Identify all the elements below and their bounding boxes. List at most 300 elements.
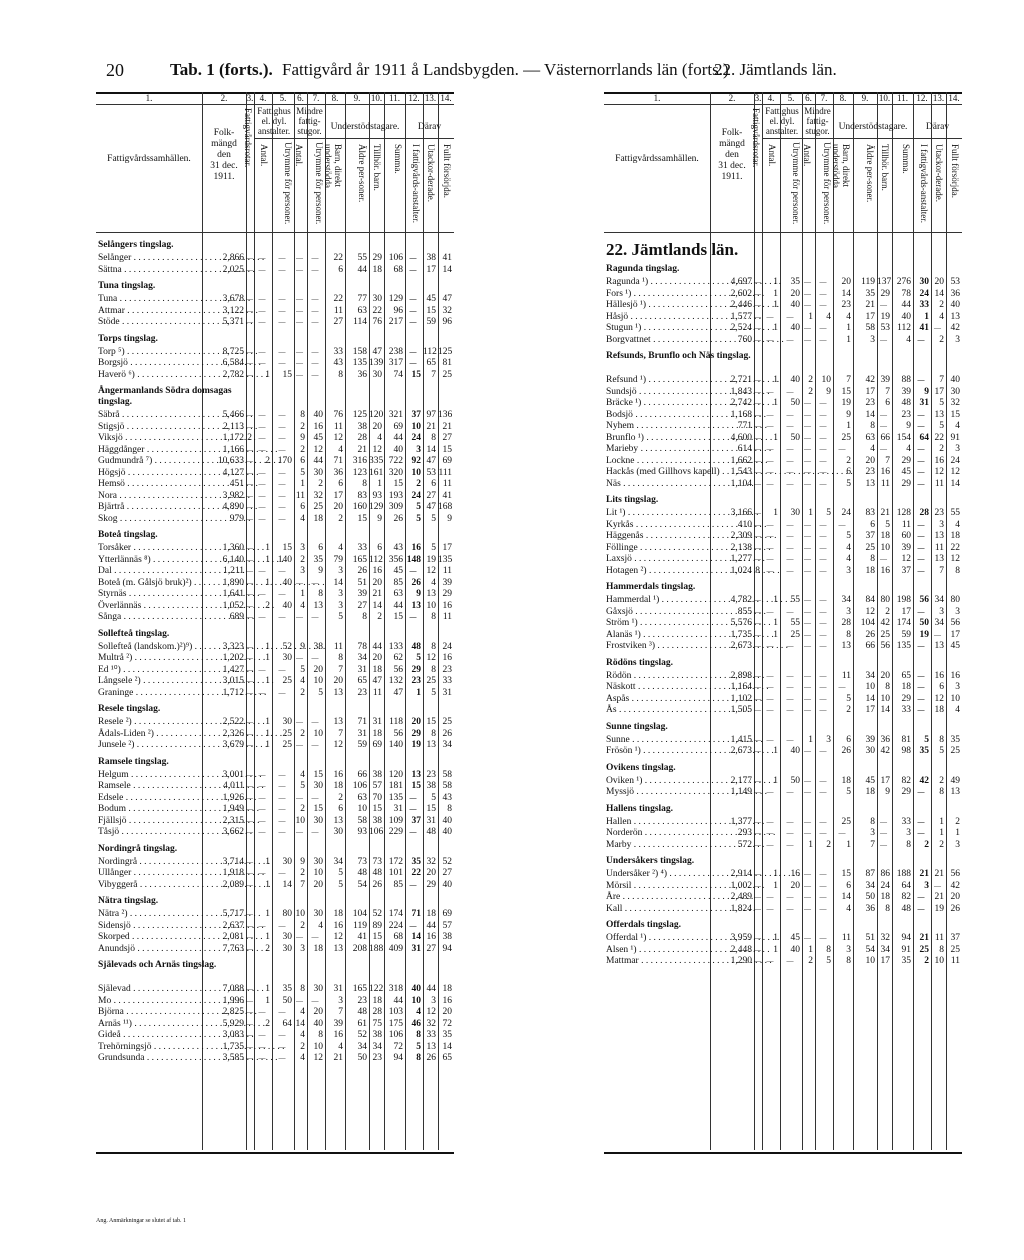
row-name: Graninge . . .	[98, 688, 200, 699]
right-tingslag-title: Ragunda tingslag.	[606, 264, 680, 274]
cell-col-9: 77	[357, 294, 367, 304]
cell-col-13: 13	[934, 641, 944, 651]
cell-col-8: 5	[338, 868, 343, 878]
cell-col-12: 31	[919, 398, 929, 408]
right-head-tillhor: Tillhör. barn.	[880, 144, 890, 191]
row-population: 1,211	[222, 566, 244, 576]
cell-col-11: 82	[901, 892, 911, 902]
cell-col-7: —	[819, 747, 827, 755]
cell-col-7: —	[819, 788, 827, 796]
cell-col-9: 10	[865, 956, 875, 966]
cell-col-8: 22	[333, 253, 343, 263]
cell-col-14: 31	[442, 687, 452, 698]
row-name: Långsele ²) . . .	[98, 676, 200, 687]
cell-col-8: 27	[333, 317, 343, 327]
right-head-samhallen: Fattigvårdssamhällen.	[615, 154, 699, 164]
cell-col-5: —	[278, 434, 286, 442]
cell-col-10: 18	[372, 728, 382, 739]
cell-col-13: 14	[934, 288, 944, 299]
right-head-utrymme2: Utrymme för personer.	[822, 142, 832, 225]
cell-col-8: 4	[846, 554, 851, 564]
row-population: 4,782	[730, 595, 752, 605]
cell-col-5: —	[786, 642, 794, 650]
left-table-row	[0, 1053, 454, 1064]
cell-col-10: 16	[880, 565, 890, 576]
cell-col-13: 17	[426, 264, 436, 275]
cell-col-3: —	[754, 694, 761, 703]
cell-col-9: 28	[357, 433, 367, 443]
cell-col-6: 4	[300, 676, 305, 686]
cell-col-12: —	[917, 422, 925, 430]
cell-col-7: —	[819, 642, 827, 650]
cell-col-14: 18	[442, 984, 452, 994]
cell-col-7: —	[311, 318, 319, 326]
cell-col-8: 5	[846, 478, 851, 489]
cell-col-9: 3	[870, 334, 875, 345]
row-population: 2,673	[730, 641, 752, 651]
cell-col-14: 40	[442, 879, 452, 890]
left-table-row	[0, 265, 454, 276]
cell-col-5: 30	[282, 932, 292, 942]
left-table-row	[0, 857, 454, 868]
cell-col-6: —	[804, 671, 811, 680]
right-col-number: 11.	[897, 93, 908, 103]
cell-col-10: 20	[372, 577, 382, 588]
cell-col-13: 18	[426, 909, 436, 919]
section-title-jamtland: 22. Jämtlands län.	[714, 60, 837, 79]
cell-col-4: —	[766, 520, 774, 529]
cell-col-11: 33	[901, 705, 911, 715]
right-tingslag-title: Rödöns tingslag.	[606, 657, 674, 668]
right-table-row	[0, 410, 962, 421]
cell-col-11: 33	[901, 816, 911, 827]
cell-col-13: 22	[934, 432, 944, 443]
cell-col-6: 1	[808, 508, 813, 518]
cell-col-9: 26	[865, 629, 875, 640]
cell-col-10: 38	[372, 815, 382, 826]
cell-col-3: —	[754, 619, 761, 627]
cell-col-7: —	[311, 359, 319, 367]
right-table-row	[0, 787, 962, 798]
cell-col-11: 309	[388, 502, 403, 512]
cell-col-6: —	[804, 520, 811, 529]
cell-col-12: —	[917, 694, 925, 703]
cell-col-9: 36	[357, 369, 367, 380]
cell-col-3: —	[754, 957, 761, 965]
cell-col-6: 4	[300, 1007, 305, 1017]
right-sub-rule-b	[833, 138, 962, 139]
cell-col-6: —	[804, 934, 811, 942]
cell-col-6: 6	[300, 502, 305, 512]
row-population: 2,113	[222, 421, 244, 432]
cell-col-10: 18	[880, 892, 890, 902]
left-head-aldre: Äldre per-soner.	[357, 144, 367, 203]
cell-col-12: 30	[919, 277, 929, 287]
row-name: Säbrå . . .	[98, 410, 200, 421]
cell-col-11: 40	[901, 311, 911, 322]
cell-col-4: 1	[773, 629, 778, 640]
cell-col-12: 24	[919, 288, 929, 299]
row-name: Häggenås . . .	[606, 531, 708, 542]
row-population: 771	[737, 421, 752, 431]
cell-col-7: 2	[318, 479, 323, 489]
cell-col-10: 76	[372, 317, 382, 327]
cell-col-10: 7	[885, 455, 890, 466]
cell-col-5: —	[278, 265, 286, 274]
cell-col-6: 2	[300, 421, 305, 432]
left-tingslag-title: Boteå tingslag.	[98, 530, 158, 540]
cell-col-10: 4	[377, 433, 382, 443]
cell-col-4: —	[258, 480, 266, 488]
cell-col-6: —	[804, 479, 811, 488]
cell-col-4: 1	[265, 717, 270, 727]
cell-col-13: 13	[934, 409, 944, 420]
cell-col-11: 722	[388, 456, 403, 466]
cell-col-5: —	[786, 683, 794, 691]
cell-col-8: 15	[841, 869, 851, 879]
cell-col-3: —	[246, 805, 253, 813]
cell-col-8: 12	[333, 433, 343, 443]
row-name: Kyrkås . . .	[606, 520, 708, 531]
cell-col-13: 5	[939, 746, 944, 756]
cell-col-4: 1	[265, 641, 270, 652]
cell-col-8: 7	[846, 375, 851, 385]
right-table-row	[0, 312, 962, 323]
cell-col-14: 11	[442, 479, 452, 489]
cell-col-6: 11	[295, 490, 305, 501]
cell-col-8: 4	[338, 1041, 343, 1052]
row-population: 1,735	[730, 629, 752, 640]
cell-col-5: —	[278, 613, 286, 621]
cell-col-4: —	[766, 788, 774, 796]
row-population: 5,466	[222, 410, 244, 420]
cell-col-13: —	[934, 324, 941, 332]
cell-col-14: 11	[442, 612, 452, 622]
cell-col-13: 3	[939, 606, 944, 617]
right-tingslag-title: Undersåkers tingslag.	[606, 856, 695, 866]
cell-col-10: 16	[372, 566, 382, 576]
cell-col-10: 31	[372, 717, 382, 727]
row-name: Nordingrå . . .	[98, 857, 200, 868]
cell-col-10: 26	[372, 879, 382, 890]
right-table-row	[0, 467, 962, 478]
cell-col-3: —	[754, 543, 761, 552]
cell-col-3: —	[246, 254, 253, 262]
cell-col-4: 1	[265, 577, 270, 588]
cell-col-6: 2	[808, 956, 813, 966]
cell-col-4: —	[258, 445, 266, 454]
cell-col-13: 29	[426, 879, 436, 890]
row-population: 1,104	[730, 478, 752, 489]
cell-col-4: —	[766, 904, 774, 913]
right-table-row	[0, 904, 962, 915]
cell-col-6: 2	[300, 804, 305, 814]
cell-col-12: —	[917, 532, 925, 540]
cell-col-6: 4	[300, 1030, 305, 1040]
cell-col-14: 16	[950, 670, 960, 681]
row-name: Helgum . . .	[98, 770, 200, 781]
cell-col-6: 1	[808, 944, 813, 955]
cell-col-12: 33	[919, 300, 929, 310]
cell-col-3: —	[754, 829, 761, 837]
cell-col-12: —	[917, 555, 925, 563]
cell-col-8: 11	[333, 641, 343, 652]
cell-col-7: —	[819, 456, 827, 465]
row-population: 2,602	[730, 288, 752, 299]
cell-col-14: 26	[442, 728, 452, 739]
cell-col-7: 30	[313, 856, 323, 867]
row-population: 2,025	[222, 264, 244, 275]
cell-col-11: 15	[393, 612, 403, 622]
cell-col-10: 15	[372, 932, 382, 942]
cell-col-9: 104	[352, 909, 367, 919]
right-table-row	[0, 387, 962, 398]
cell-col-14: 11	[950, 956, 960, 966]
cell-col-4: 1	[265, 728, 270, 739]
cell-col-7: —	[311, 718, 319, 726]
cell-col-10: 8	[885, 682, 890, 692]
cell-col-13: 8	[431, 612, 436, 622]
cell-col-3: —	[754, 683, 761, 691]
left-head-mindre: Mindre fattig-stugor.	[296, 106, 323, 136]
cell-col-12: —	[409, 254, 417, 262]
cell-col-5: —	[786, 335, 794, 344]
cell-col-11: 15	[393, 479, 403, 489]
cell-col-6: 2	[300, 687, 305, 698]
cell-col-9: 83	[357, 490, 367, 501]
cell-col-10: 20	[880, 670, 890, 681]
row-name: Hällesjö ¹) . . .	[606, 300, 708, 311]
cell-col-10: 30	[372, 294, 382, 304]
cell-col-7: 30	[313, 909, 323, 919]
cell-col-8: 14	[841, 288, 851, 299]
cell-col-10: —	[880, 410, 887, 419]
cell-col-13: 27	[426, 943, 436, 954]
cell-col-5: 14	[282, 879, 292, 890]
cell-col-11: 154	[896, 432, 911, 443]
row-name: Aspås . . .	[606, 694, 708, 705]
cell-col-4: —	[258, 514, 266, 523]
cell-col-14: 24	[950, 455, 960, 466]
row-population: 760	[737, 334, 752, 345]
row-name: Stöde . . .	[98, 317, 200, 328]
cell-col-6: —	[296, 265, 303, 274]
cell-col-4: 1	[773, 933, 778, 943]
cell-col-6: 5	[300, 664, 305, 675]
cell-col-13: 13	[934, 531, 944, 541]
row-population: 1,102	[730, 693, 752, 704]
cell-col-10: 188	[369, 943, 384, 954]
cell-col-5: —	[278, 828, 286, 836]
cell-col-4: —	[258, 468, 266, 477]
row-name: Bodsjö . . .	[606, 410, 708, 421]
row-population: 979	[229, 513, 244, 524]
left-table-row	[0, 1030, 454, 1041]
row-population: 1,577	[730, 311, 752, 322]
cell-col-10: 8	[885, 903, 890, 914]
cell-col-12: —	[409, 265, 417, 274]
cell-col-14: 53	[950, 277, 960, 287]
cell-col-7: 20	[313, 879, 323, 890]
cell-col-12: 1	[924, 311, 929, 322]
cell-col-13: 17	[934, 386, 944, 397]
right-col-number: 3.	[754, 93, 762, 103]
right-col-number: 2.	[728, 93, 736, 103]
cell-col-3: —	[754, 410, 761, 419]
cell-col-14: 3	[955, 334, 960, 345]
cell-col-9: 31	[357, 728, 367, 739]
cell-col-12: 15	[411, 781, 421, 791]
cell-col-3: —	[754, 324, 761, 332]
cell-col-3: —	[246, 1008, 253, 1016]
cell-col-8: 3	[338, 995, 343, 1006]
cell-col-9: 50	[357, 1053, 367, 1063]
cell-col-14: 1	[955, 828, 960, 838]
cell-col-10: 11	[372, 687, 382, 698]
cell-col-3: —	[246, 491, 253, 500]
left-col-number: 10.	[370, 93, 383, 103]
cell-col-11: 172	[388, 856, 403, 867]
cell-col-12: —	[917, 607, 925, 616]
cell-col-5: 15	[282, 369, 292, 380]
row-name: Norderön . . .	[606, 828, 708, 839]
cell-col-14: 57	[442, 920, 452, 931]
cell-col-6: —	[804, 278, 811, 286]
cell-col-5: —	[786, 840, 794, 849]
left-head-tillhor: Tillhör. barn.	[372, 144, 382, 191]
cell-col-14: 11	[442, 566, 452, 576]
row-name: Näs . . .	[606, 479, 708, 490]
cell-col-9: 59	[357, 740, 367, 750]
cell-col-13: 13	[426, 589, 436, 599]
cell-col-6: —	[296, 295, 303, 303]
cell-col-14: 22	[950, 542, 960, 553]
cell-col-14: 17	[442, 543, 452, 553]
cell-col-10: 18	[880, 531, 890, 541]
cell-col-5: 20	[790, 880, 800, 891]
cell-col-9: 55	[357, 253, 367, 263]
row-population: 1,202	[222, 653, 244, 663]
cell-col-6: —	[804, 399, 811, 407]
row-name: Junsele ²) . . .	[98, 740, 200, 751]
row-population: 3,166	[730, 508, 752, 518]
cell-col-8: 6	[846, 880, 851, 891]
cell-col-11: 39	[901, 542, 911, 553]
left-table-row	[0, 1042, 454, 1053]
cell-col-5: 55	[790, 618, 800, 628]
cell-col-4: —	[766, 694, 774, 703]
cell-col-11: 320	[388, 467, 403, 478]
row-name: Resele ²) . . .	[98, 717, 200, 728]
right-tingslag-title: Lits tingslag.	[606, 495, 659, 505]
right-head-rotar: Fattigvårdsrotar.	[751, 108, 761, 168]
cell-col-8: 39	[333, 1018, 343, 1029]
cell-col-8: 13	[333, 687, 343, 698]
right-tingslag-title: Sunne tingslag.	[606, 721, 668, 732]
cell-col-11: 45	[901, 467, 911, 477]
cell-col-4: —	[766, 735, 774, 744]
cell-col-3: —	[246, 306, 253, 315]
left-head-utrymme2: Utrymme för personer.	[314, 142, 324, 225]
cell-col-9: 23	[865, 398, 875, 408]
row-name: Stigsjö . . .	[98, 422, 200, 433]
right-num-rule	[604, 104, 962, 105]
left-tingslag-title: Torps tingslag.	[98, 333, 158, 344]
right-table-row	[0, 433, 962, 444]
cell-col-5: 30	[282, 856, 292, 867]
cell-col-4: 2	[265, 456, 270, 466]
cell-col-9: 17	[865, 386, 875, 397]
cell-col-12: 42	[919, 775, 929, 786]
cell-col-7: 8	[318, 1030, 323, 1040]
cell-col-13: 12	[934, 693, 944, 704]
cell-col-5: 40	[282, 577, 292, 588]
row-name: Multrå ²) . . .	[98, 653, 200, 664]
cell-col-5: —	[278, 567, 286, 575]
cell-col-3: —	[754, 735, 761, 744]
left-col-number: 3.	[246, 93, 254, 103]
cell-col-14: 45	[950, 641, 960, 651]
row-population: 1,052	[222, 600, 244, 611]
cell-col-4: —	[258, 1054, 266, 1062]
cell-col-10: 32	[880, 933, 890, 943]
cell-col-5: 20	[790, 288, 800, 299]
cell-col-8: 26	[841, 746, 851, 756]
right-table-row	[0, 444, 962, 455]
right-table-row	[0, 375, 962, 386]
cell-col-13: 8	[939, 944, 944, 955]
cell-col-6: 3	[300, 543, 305, 553]
cell-col-8: 3	[338, 566, 343, 576]
cell-col-8: —	[838, 683, 846, 691]
cell-col-9: 15	[357, 513, 367, 524]
cell-col-14: 40	[950, 300, 960, 310]
cell-col-8: 1	[846, 421, 851, 431]
cell-col-14: 168	[438, 502, 453, 512]
row-name: Viksjö . . .	[98, 433, 200, 444]
cell-col-3: —	[754, 445, 761, 453]
cell-col-9: 13	[865, 478, 875, 489]
row-population: 2,309	[730, 531, 752, 541]
row-population: 572	[737, 839, 752, 850]
cell-col-10: 29	[372, 253, 382, 263]
cell-col-7: 10	[313, 676, 323, 686]
cell-col-8: 18	[333, 909, 343, 919]
cell-col-4: 1	[265, 740, 270, 750]
cell-col-9: 58	[865, 323, 875, 333]
right-table-row	[0, 566, 962, 577]
row-population: 1,890	[222, 577, 244, 588]
cell-col-11: 44	[393, 433, 403, 443]
cell-col-10: 18	[372, 995, 382, 1006]
cell-col-8: 2	[846, 705, 851, 715]
right-table-row	[0, 881, 962, 892]
right-col-number: 9.	[861, 93, 869, 103]
cell-col-5: —	[278, 491, 286, 500]
cell-col-4: —	[766, 410, 774, 419]
cell-col-3: 2	[247, 433, 252, 443]
cell-col-5: —	[786, 555, 794, 563]
cell-col-7: —	[819, 596, 827, 604]
cell-col-9: 35	[865, 288, 875, 299]
cell-col-5: —	[278, 1054, 286, 1062]
right-head-utackor: Utackor-derade.	[934, 144, 944, 203]
cell-col-10: 12	[372, 444, 382, 455]
cell-col-11: 356	[388, 554, 403, 565]
cell-col-12: —	[409, 306, 417, 315]
cell-col-5: 30	[282, 943, 292, 954]
cell-col-4: —	[766, 532, 774, 540]
